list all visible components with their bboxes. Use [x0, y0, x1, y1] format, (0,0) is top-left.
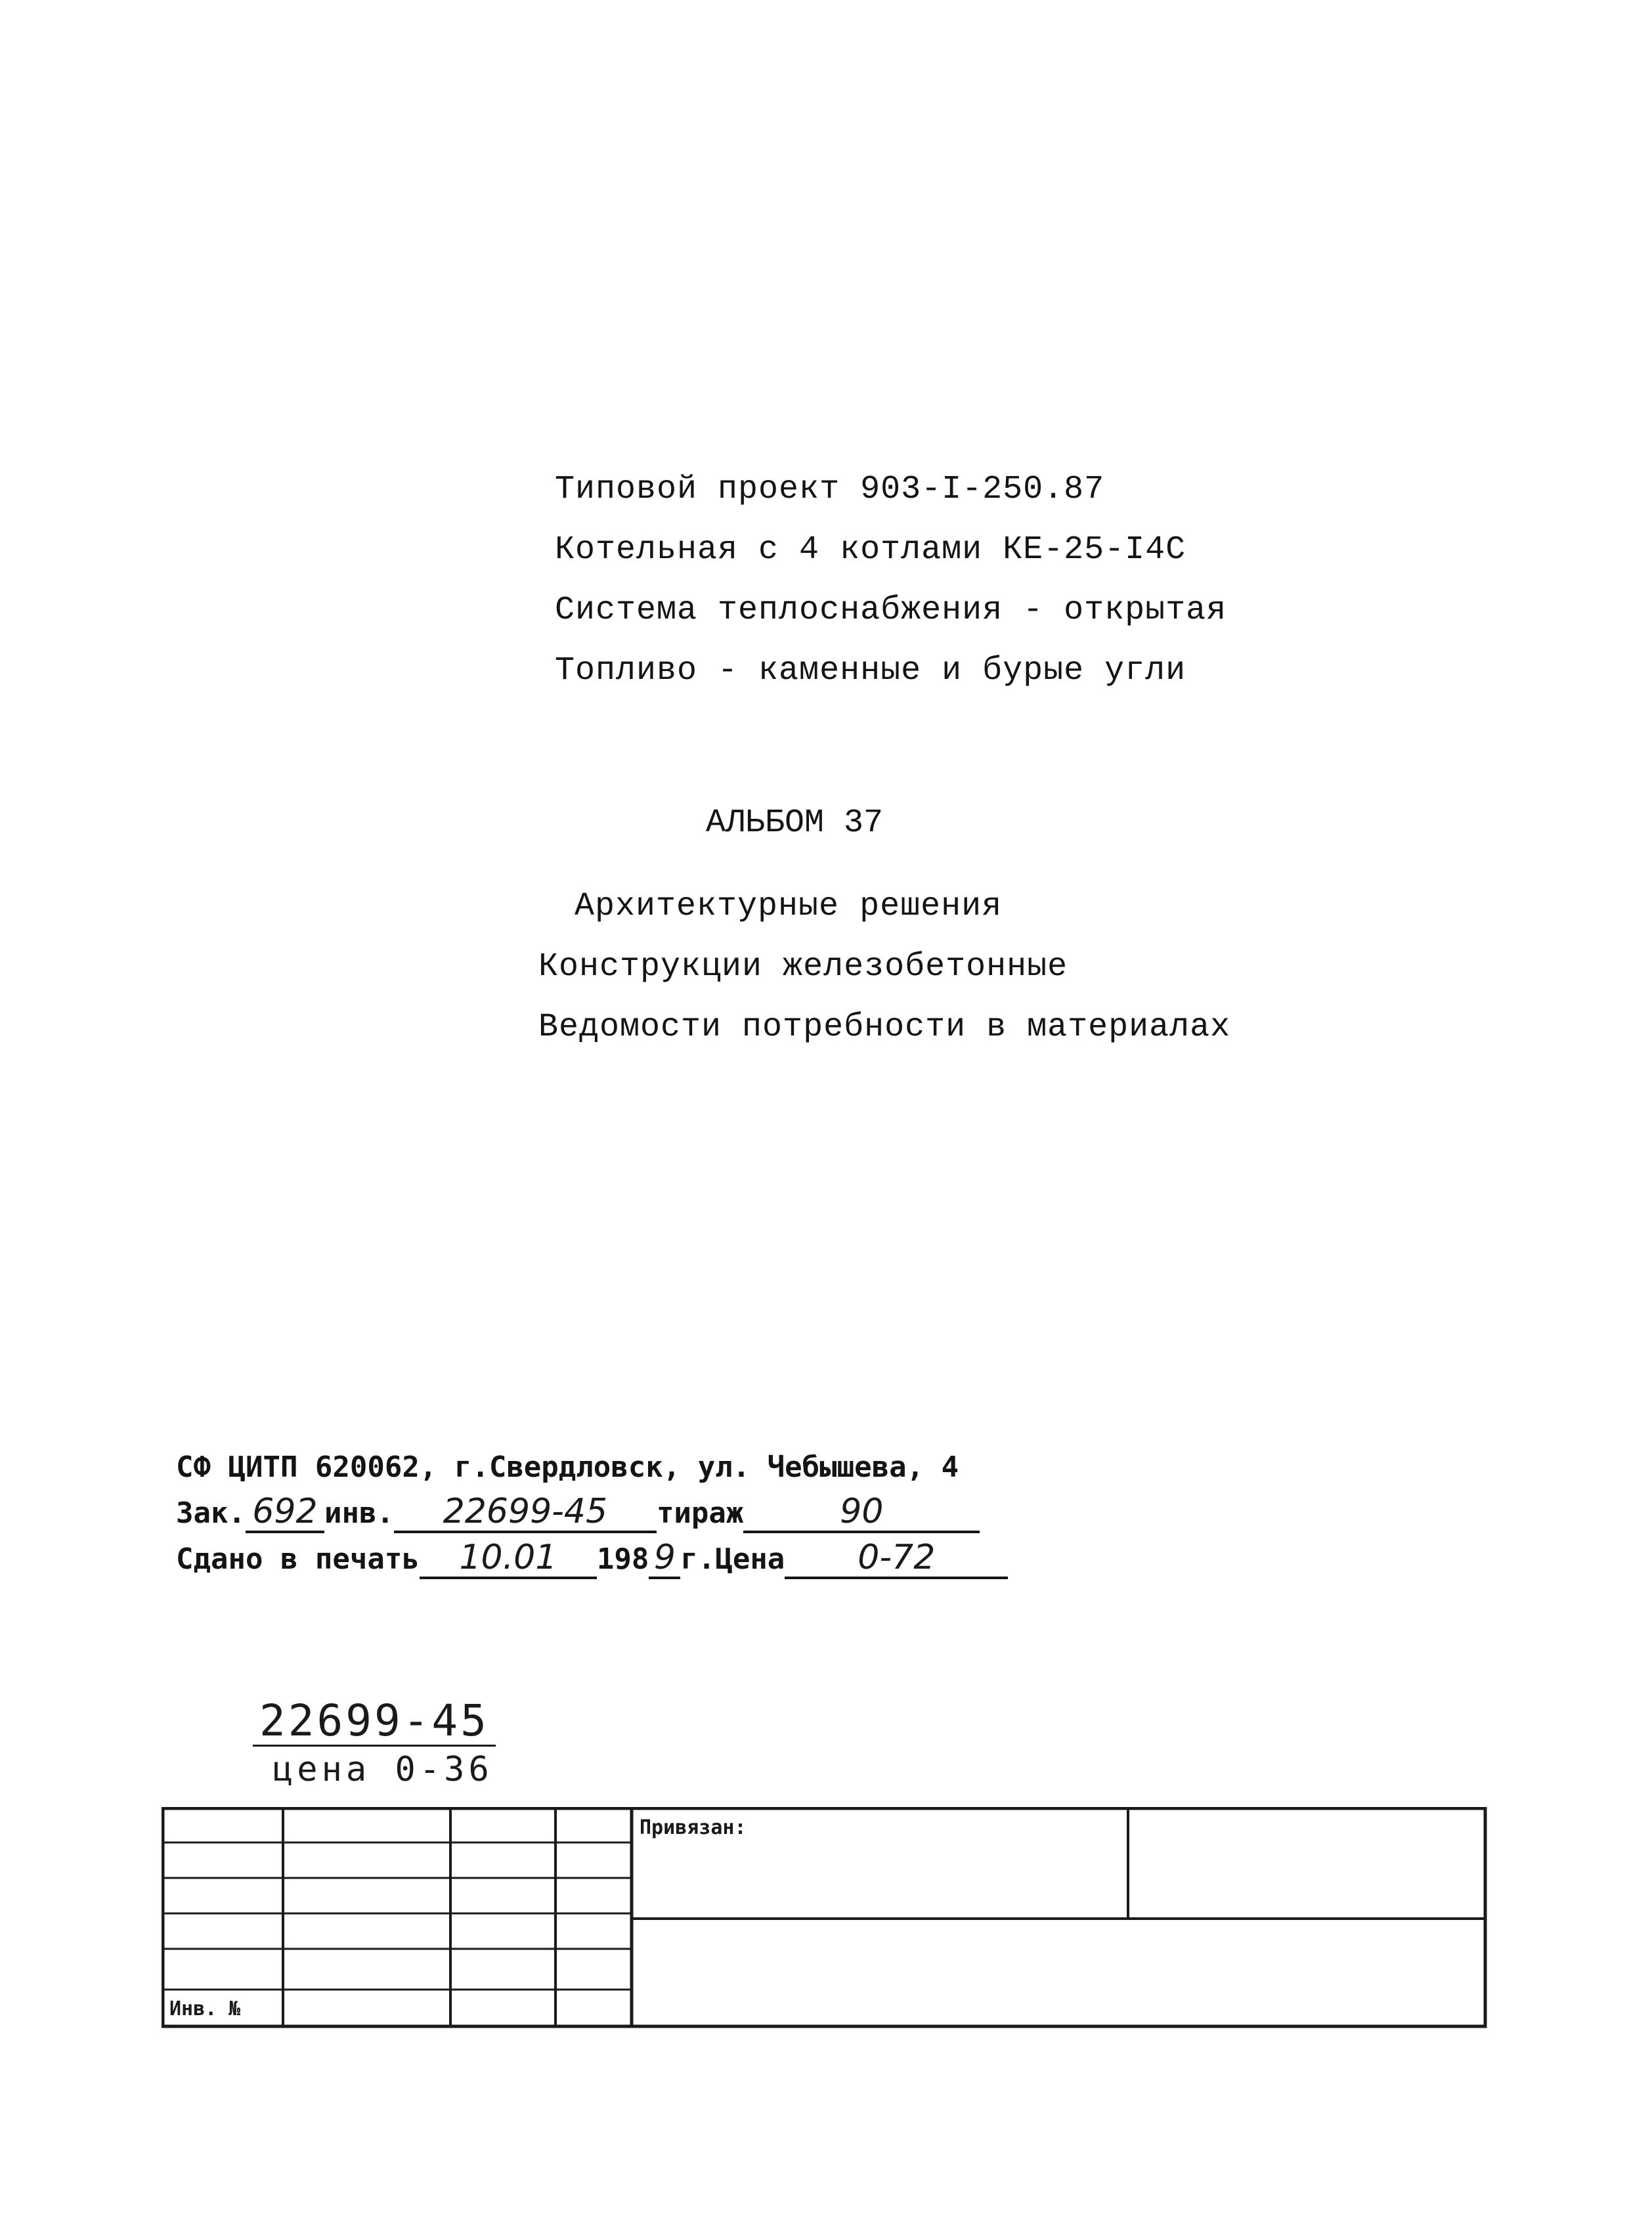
project-heating-line: Система теплоснабжения - открытая	[555, 592, 1227, 629]
print-label: Сдано в печать	[176, 1542, 420, 1576]
publisher-info	[176, 1445, 1008, 1582]
inventory-stamp	[253, 1697, 496, 1793]
order-row	[176, 1491, 1008, 1536]
stamp-price: цена 0-36	[272, 1750, 493, 1789]
project-fuel-line: Топливо - каменные и бурые угли	[555, 652, 1186, 689]
year-digit: 9	[649, 1538, 680, 1579]
run-label: тираж	[656, 1496, 744, 1530]
inv-number: 22699-45	[394, 1492, 657, 1533]
album-title: АЛЬБОМ 37	[706, 804, 884, 842]
print-row	[176, 1536, 1008, 1582]
order-number: 692	[246, 1492, 324, 1533]
order-label: Зак.	[176, 1496, 246, 1530]
album-sections	[538, 877, 1230, 1058]
album-section-architecture: Архитектурные решения	[575, 888, 1003, 925]
year-prefix: 198	[596, 1542, 649, 1576]
stamp-number: 22699-45	[253, 1697, 496, 1747]
binding-table-grid	[162, 1807, 1488, 2030]
run-value: 90	[743, 1492, 980, 1533]
album-section-concrete: Конструкции железобетонные	[538, 948, 1068, 986]
project-title-line: Типовой проект 903-I-250.87	[555, 471, 1105, 508]
print-date: 10.01	[420, 1538, 597, 1579]
project-title-block	[555, 460, 1227, 701]
binding-table	[162, 1807, 1488, 2030]
inv-label: инв.	[324, 1496, 394, 1530]
inv-no-label: Инв. №	[169, 1997, 241, 2020]
publisher-address: СФ ЦИТП 620062, г.Свердловск, ул. Чебышева, 4	[176, 1450, 959, 1484]
price-label: г.Цена	[680, 1542, 785, 1576]
price-value: 0-72	[785, 1538, 1008, 1579]
project-boiler-line: Котельная с 4 котлами КЕ-25-I4С	[555, 531, 1186, 569]
album-section-materials: Ведомости потребности в материалах	[538, 1009, 1231, 1046]
attached-label: Привязан:	[640, 1816, 747, 1839]
